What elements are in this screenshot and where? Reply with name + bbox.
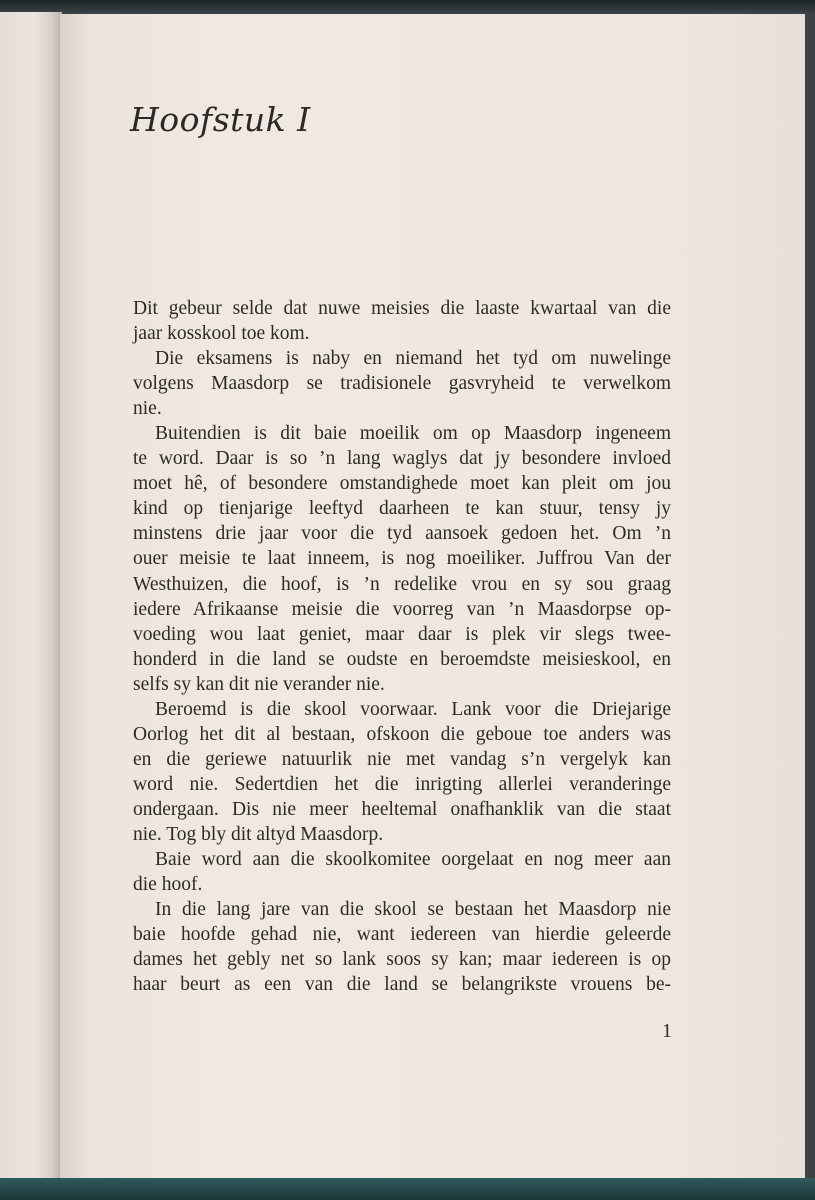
- text-line: Westhuizen, die hoof, is ’n redelike vrou en sy sou graag: [133, 573, 671, 595]
- text-line: dames het gebly net so lank soos sy kan; maar iedereen is op: [133, 949, 671, 971]
- text-line: baie hoofde gehad nie, want iedereen van hierdie geleerde: [133, 924, 671, 946]
- text-line: moet hê, of besondere omstandighede moet kan pleit om jou: [133, 473, 671, 495]
- text-line: ouer meisie te laat inneem, is nog moeiliker. Juffrou Van der: [133, 548, 671, 570]
- text-line: nie.: [133, 398, 162, 420]
- text-line: volgens Maasdorp se tradisionele gasvryheid te verwelkom: [133, 373, 671, 395]
- book-cover-edge: [0, 1178, 815, 1200]
- text-line: honderd in die land se oudste en beroemdste meisieskool, en: [133, 648, 671, 670]
- text-line: Oorlog het dit al bestaan, ofskoon die geboue toe anders was: [133, 723, 671, 745]
- text-line: minstens drie jaar voor die tyd aansoek gedoen het. Om ’n: [133, 523, 671, 545]
- text-line: Beroemd is die skool voorwaar. Lank voor die Driejarige: [155, 698, 671, 720]
- text-line: word nie. Sedertdien het die inrigting allerlei veranderinge: [133, 773, 671, 795]
- text-line: In die lang jare van die skool se bestaan het Maasdorp nie: [155, 899, 671, 921]
- text-line: Baie word aan die skoolkomitee oorgelaat en nog meer aan: [155, 849, 671, 871]
- body-text: [133, 296, 671, 997]
- scan-background-top: [0, 0, 815, 14]
- text-line: haar beurt as een van die land se belangrikste vrouens be-: [133, 974, 671, 996]
- text-line: ondergaan. Dis nie meer heeltemal onafhanklik van die staat: [133, 798, 671, 820]
- text-line: Buitendien is dit baie moeilik om op Maasdorp ingeneem: [155, 423, 671, 445]
- text-line: te word. Daar is so ’n lang waglys dat jy besondere invloed: [133, 448, 671, 470]
- text-line: selfs sy kan dit nie verander nie.: [133, 673, 385, 695]
- text-line: die hoof.: [133, 874, 203, 896]
- text-line: en die geriewe natuurlik nie met vandag s’n vergelyk kan: [133, 748, 671, 770]
- chapter-heading: Hoofstuk I: [130, 100, 311, 139]
- text-line: Dit gebeur selde dat nuwe meisies die laaste kwartaal van die: [133, 298, 671, 319]
- page-number: 1: [662, 1020, 672, 1042]
- facing-page-edge: [0, 12, 62, 1182]
- text-line: jaar kosskool toe kom.: [133, 323, 310, 345]
- text-line: nie. Tog bly dit altyd Maasdorp.: [133, 823, 384, 845]
- text-line: Die eksamens is naby en niemand het tyd om nuwelinge: [155, 348, 671, 370]
- text-line: iedere Afrikaanse meisie die voorreg van ’n Maasdorpse op-: [133, 598, 671, 620]
- scan-background-right: [805, 14, 815, 1180]
- text-line: voeding wou laat geniet, maar daar is plek vir slegs twee-: [133, 623, 671, 645]
- text-line: kind op tienjarige leeftyd daarheen te kan stuur, tensy jy: [133, 498, 671, 520]
